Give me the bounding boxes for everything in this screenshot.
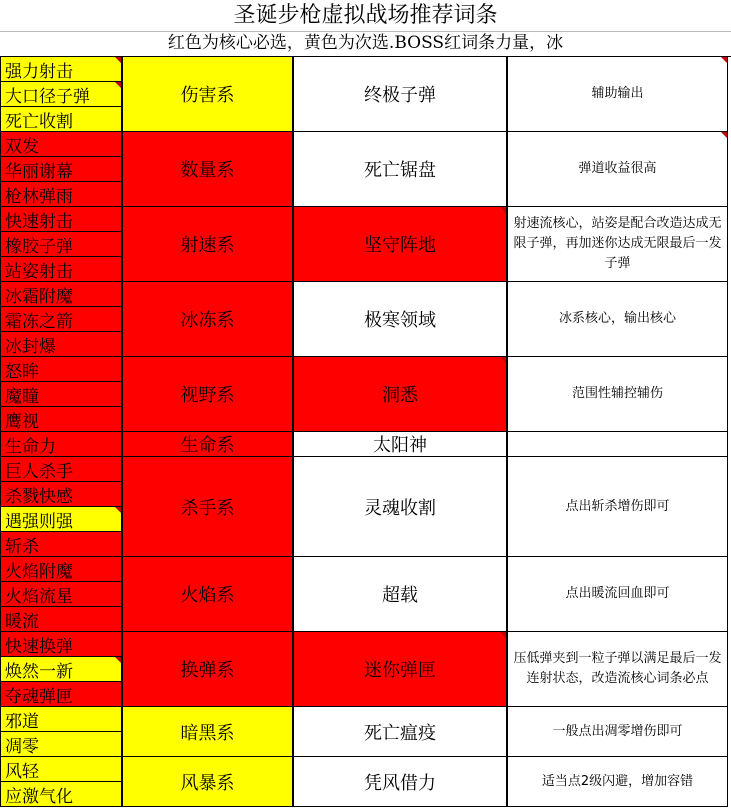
attribute-cell[interactable]: 快速换弹 <box>0 631 122 657</box>
boss-attribute-cell[interactable]: 死亡瘟疫 <box>293 706 507 757</box>
attribute-cell[interactable]: 火焰流星 <box>0 581 122 607</box>
category-cell[interactable]: 视野系 <box>122 356 293 432</box>
attribute-cell[interactable]: 斩杀 <box>0 531 122 557</box>
note-cell[interactable]: 点出斩杀增伤即可 <box>507 456 728 557</box>
category-cell[interactable]: 射速系 <box>122 206 293 282</box>
attribute-cell[interactable]: 暖流 <box>0 606 122 632</box>
category-cell[interactable]: 伤害系 <box>122 56 293 132</box>
note-cell[interactable] <box>507 431 728 457</box>
category-cell[interactable]: 换弹系 <box>122 631 293 707</box>
note-cell[interactable]: 范围性辅控辅伤 <box>507 356 728 432</box>
boss-attribute-cell[interactable]: 终极子弹 <box>293 56 507 132</box>
boss-attribute-cell[interactable]: 洞悉 <box>293 356 507 432</box>
attribute-cell[interactable]: 凋零 <box>0 731 122 757</box>
note-cell[interactable]: 点出暖流回血即可 <box>507 556 728 632</box>
attribute-cell[interactable]: 死亡收割 <box>0 106 122 132</box>
attribute-cell[interactable]: 火焰附魔 <box>0 556 122 582</box>
note-cell[interactable]: 压低弹夹到一粒子弹以满足最后一发连射状态，改造流核心词条必点 <box>507 631 728 707</box>
attribute-cell[interactable]: 焕然一新 <box>0 656 122 682</box>
attribute-cell[interactable]: 华丽谢幕 <box>0 156 122 182</box>
attribute-cell[interactable]: 邪道 <box>0 706 122 732</box>
attribute-cell[interactable]: 风轻 <box>0 756 122 782</box>
boss-attribute-cell[interactable]: 灵魂收割 <box>293 456 507 557</box>
attribute-cell[interactable]: 双发 <box>0 131 122 157</box>
category-cell[interactable]: 火焰系 <box>122 556 293 632</box>
attribute-cell[interactable]: 夺魂弹匣 <box>0 681 122 707</box>
category-cell[interactable]: 风暴系 <box>122 756 293 807</box>
attribute-cell[interactable]: 生命力 <box>0 431 122 457</box>
category-cell[interactable]: 生命系 <box>122 431 293 457</box>
boss-attribute-cell[interactable]: 迷你弹匣 <box>293 631 507 707</box>
attribute-cell[interactable]: 橡胶子弹 <box>0 231 122 257</box>
attribute-cell[interactable]: 杀戮快感 <box>0 481 122 507</box>
boss-attribute-cell[interactable]: 坚守阵地 <box>293 206 507 282</box>
attribute-cell[interactable]: 枪林弹雨 <box>0 181 122 207</box>
category-cell[interactable]: 暗黑系 <box>122 706 293 757</box>
attribute-cell[interactable]: 冰封爆 <box>0 331 122 357</box>
boss-attribute-cell[interactable]: 超载 <box>293 556 507 632</box>
boss-attribute-cell[interactable]: 死亡锯盘 <box>293 131 507 207</box>
attribute-cell[interactable]: 站姿射击 <box>0 256 122 282</box>
attribute-cell[interactable]: 遇强则强 <box>0 506 122 532</box>
note-cell[interactable]: 射速流核心，站姿是配合改造达成无限子弹，再加迷你达成无限最后一发子弹 <box>507 206 728 282</box>
attribute-cell[interactable]: 霜冻之箭 <box>0 306 122 332</box>
note-cell[interactable]: 一般点出凋零增伤即可 <box>507 706 728 757</box>
attribute-cell[interactable]: 快速射击 <box>0 206 122 232</box>
attribute-cell[interactable]: 魔瞳 <box>0 381 122 407</box>
boss-attribute-cell[interactable]: 凭风借力 <box>293 756 507 807</box>
note-cell[interactable]: 冰系核心，输出核心 <box>507 281 728 357</box>
attribute-cell[interactable]: 冰霜附魔 <box>0 281 122 307</box>
sheet-title: 圣诞步枪虚拟战场推荐词条 <box>0 0 731 32</box>
attribute-cell[interactable]: 强力射击 <box>0 56 122 82</box>
boss-attribute-cell[interactable]: 太阳神 <box>293 431 507 457</box>
note-cell[interactable]: 弹道收益很高 <box>507 131 728 207</box>
attribute-cell[interactable]: 怒眸 <box>0 356 122 382</box>
attribute-cell[interactable]: 巨人杀手 <box>0 456 122 482</box>
attribute-cell[interactable]: 应激气化 <box>0 781 122 807</box>
category-cell[interactable]: 冰冻系 <box>122 281 293 357</box>
boss-attribute-cell[interactable]: 极寒领域 <box>293 281 507 357</box>
category-cell[interactable]: 数量系 <box>122 131 293 207</box>
category-cell[interactable]: 杀手系 <box>122 456 293 557</box>
attribute-cell[interactable]: 大口径子弹 <box>0 81 122 107</box>
note-cell[interactable]: 辅助输出 <box>507 56 728 132</box>
attribute-cell[interactable]: 鹰视 <box>0 406 122 432</box>
legend-note: 红色为核心必选，黄色为次选.BOSS红词条力量，冰 <box>0 31 731 57</box>
note-cell[interactable]: 适当点2级闪避，增加容错 <box>507 756 728 807</box>
